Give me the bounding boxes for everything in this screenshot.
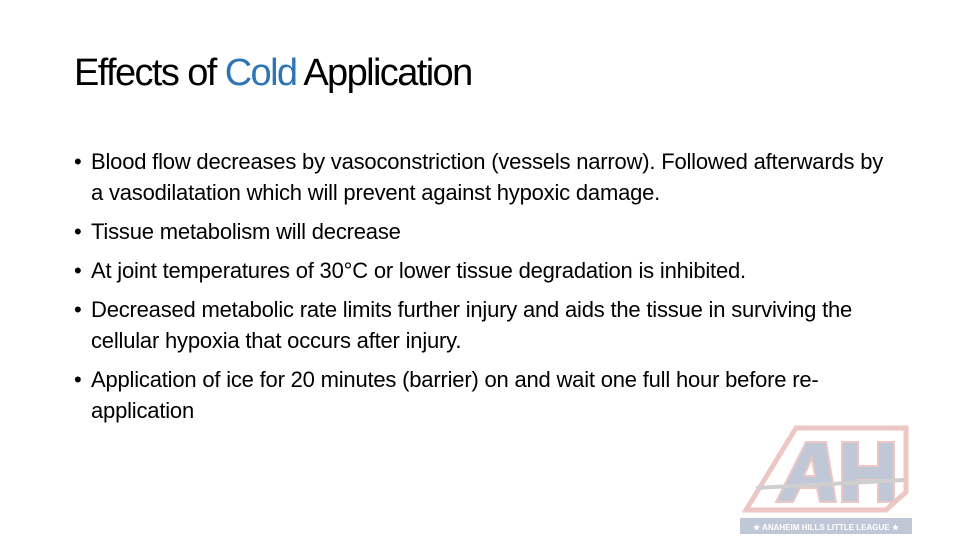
bullet-text: Decreased metabolic rate limits further injury and aids the tissue in surviving the cellular hypoxia that occurs after injury. — [91, 297, 853, 353]
bullet-dot: • — [74, 219, 82, 244]
bullet-text: Application of ice for 20 minutes (barrier) on and wait one full hour before re-application — [91, 367, 819, 423]
bullet-dot: • — [74, 297, 82, 322]
title-accent-word: Cold — [224, 52, 297, 94]
bullet-text: Tissue metabolism will decrease — [91, 219, 401, 244]
bullet-list — [74, 146, 894, 434]
slide-title — [74, 52, 472, 95]
bullet-dot: • — [74, 149, 82, 174]
bullet-item — [74, 216, 894, 247]
bullet-item — [74, 146, 894, 208]
bullet-item — [74, 255, 894, 286]
bullet-text: At joint temperatures of 30°C or lower tissue degradation is inhibited. — [91, 258, 746, 283]
title-part-1: Effects of — [74, 52, 225, 94]
bullet-dot: • — [74, 258, 82, 283]
bullet-dot: • — [74, 367, 82, 392]
league-logo-watermark — [736, 422, 916, 538]
bullet-item — [74, 294, 894, 356]
bullet-item — [74, 364, 894, 426]
bullet-text: Blood flow decreases by vasoconstriction (vessels narrow). Followed afterwards by a vasodilatation which will prevent against hypoxic damage. — [91, 149, 884, 205]
title-part-3: Application — [296, 52, 472, 94]
logo-band-text: ★ ANAHEIM HILLS LITTLE LEAGUE ★ — [752, 523, 900, 532]
